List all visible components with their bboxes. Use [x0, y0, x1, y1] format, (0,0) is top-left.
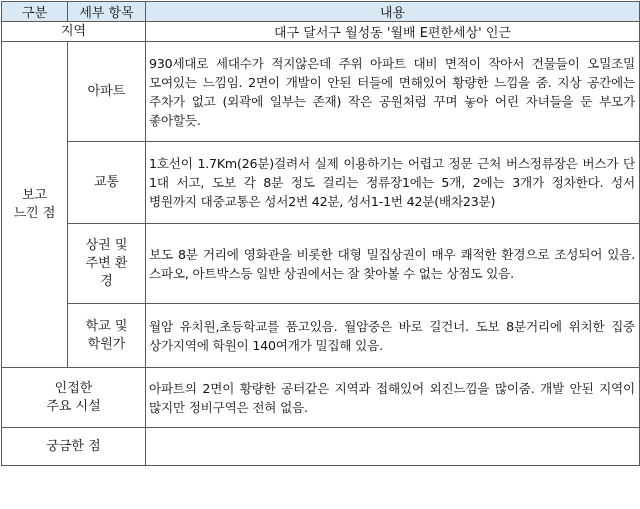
group-label: 보고 느낀 점	[2, 42, 68, 368]
questions-row	[2, 428, 640, 466]
nearby-text: 아파트의 2면이 황량한 공터같은 지역과 접해있어 외진느낌을 많이줌. 개발 안된 지역이 많지만 정비구역은 전혀 없음.	[146, 368, 640, 428]
transport-row	[2, 142, 640, 224]
nearby-label: 인접한 주요 시설	[2, 368, 146, 428]
header-content: 내용	[146, 2, 640, 22]
school-label: 학교 및 학원가	[68, 304, 146, 368]
header-subitem: 세부 항목	[68, 2, 146, 22]
commerce-row	[2, 224, 640, 304]
header-category: 구분	[2, 2, 68, 22]
commerce-label: 상권 및 주변 환 경	[68, 224, 146, 304]
apartment-label: 아파트	[68, 42, 146, 142]
location-row	[2, 22, 640, 42]
questions-text	[146, 428, 640, 466]
location-value: 대구 달서구 월성동 '월배 E편한세상' 인근	[146, 22, 640, 42]
location-label: 지역	[2, 22, 146, 42]
questions-label: 궁금한 점	[2, 428, 146, 466]
apartment-text: 930세대로 세대수가 적지않은데 주위 아파트 대비 면적이 작아서 건물들이 오밀조밀 모여있는 느낌임. 2면이 개발이 안된 터들에 면해있어 황량한 느낌을 줌. 지상 공간에는 주차가 없고 (외곽에 일부는 존재) 작은 공원처럼 꾸며 놓아 어린 자녀들을 둔 부모가 좋아할듯.	[146, 42, 640, 142]
nearby-row	[2, 368, 640, 428]
commerce-text: 보도 8분 거리에 영화관을 비롯한 대형 밀집상권이 매우 쾌적한 환경으로 조성되어 있음. 스파오, 아트박스등 일반 상권에서는 잘 찾아볼 수 없는 상점도 있음.	[146, 224, 640, 304]
apartment-row	[2, 42, 640, 142]
transport-label: 교통	[68, 142, 146, 224]
apartment-review-table	[1, 1, 640, 466]
school-row	[2, 304, 640, 368]
transport-text: 1호선이 1.7Km(26분)걸려서 실제 이용하기는 어렵고 정문 근처 버스정류장은 버스가 단 1대 서고, 도보 각 8분 정도 걸리는 정류장1에는 5개, 2에는 3개가 정차한다. 성서 병원까지 대중교통은 성서2번 42분, 성서1-1번 42분(배차23분)	[146, 142, 640, 224]
school-text: 월암 유치원,초등학교를 품고있음. 월암중은 바로 길건너. 도보 8분거리에 위치한 집중 상가지역에 학원이 140여개가 밀집해 있음.	[146, 304, 640, 368]
header-row	[2, 2, 640, 22]
